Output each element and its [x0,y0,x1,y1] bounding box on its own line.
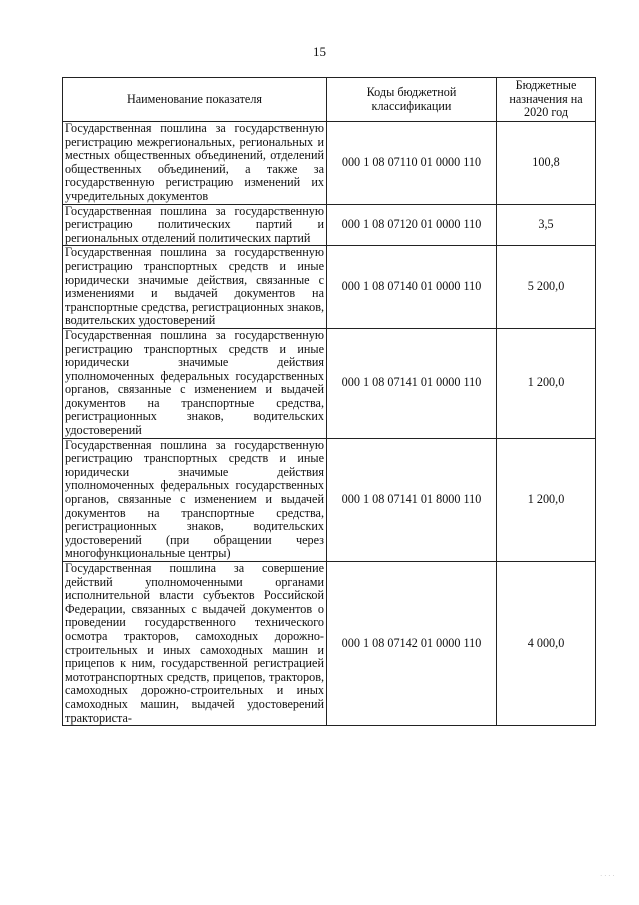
table-row [63,328,596,438]
row-indicator-name: Государственная пошлина за государственную регистрацию транспортных средств и иные юридически значимые действия уполномоченных федеральных государственных органов, связанные с изменением и выдачей документов на транспортные средства, регистрационных знаков, водительских удостоверений (при обращении через многофункциональные центры) [63,438,327,561]
header-indicator-name: Наименование показателя [63,78,327,122]
budget-table [62,77,596,726]
table-row [63,246,596,329]
row-budget-code: 000 1 08 07120 01 0000 110 [327,204,497,246]
row-budget-code: 000 1 08 07140 01 0000 110 [327,246,497,329]
row-amount: 5 200,0 [497,246,596,329]
table-row [63,204,596,246]
header-budget-allocations: Бюджетные назначения на 2020 год [497,78,596,122]
row-amount: 1 200,0 [497,438,596,561]
row-budget-code: 000 1 08 07141 01 0000 110 [327,328,497,438]
row-budget-code: 000 1 08 07110 01 0000 110 [327,122,497,205]
row-indicator-name: Государственная пошлина за совершение действий уполномоченными органами исполнительной власти субъектов Российской Федерации, связанных с выдачей документов о проведении государственного технического осмотра тракторов, самоходных дорожно-строительных и иных самоходных машин и прицепов к ним, государственной регистрацией мототранспортных средств, прицепов, тракторов, самоходных дорожно-строительных и иных самоходных машин, выдачей удостоверений тракториста- [63,562,327,726]
table-row [63,122,596,205]
row-indicator-name: Государственная пошлина за государственную регистрацию межрегиональных, региональных и местных общественных объединений, отделений общественных объединений, а также за государственную регистрацию изменений их учредительных документов [63,122,327,205]
row-amount: 3,5 [497,204,596,246]
row-indicator-name: Государственная пошлина за государственную регистрацию транспортных средств и иные юридически значимые действия уполномоченных федеральных государственных органов, связанные с изменением и выдачей документов на транспортные средства, регистрационных знаков, водительских удостоверений [63,328,327,438]
row-amount: 4 000,0 [497,562,596,726]
row-budget-code: 000 1 08 07141 01 8000 110 [327,438,497,561]
page-number: 15 [313,44,326,59]
row-indicator-name: Государственная пошлина за государственную регистрацию политических партий и региональных отделений политических партий [63,204,327,246]
table-row [63,562,596,726]
scan-artifact: · · · · [600,872,615,880]
row-budget-code: 000 1 08 07142 01 0000 110 [327,562,497,726]
row-amount: 1 200,0 [497,328,596,438]
row-indicator-name: Государственная пошлина за государственную регистрацию транспортных средств и иные юридически значимые действия, связанные с изменениями и выдачей документов на транспортные средства, регистрационных знаков, водительских удостоверений [63,246,327,329]
row-amount: 100,8 [497,122,596,205]
header-budget-codes: Коды бюджетной классификации [327,78,497,122]
table-header-row [63,78,596,122]
table-row [63,438,596,561]
